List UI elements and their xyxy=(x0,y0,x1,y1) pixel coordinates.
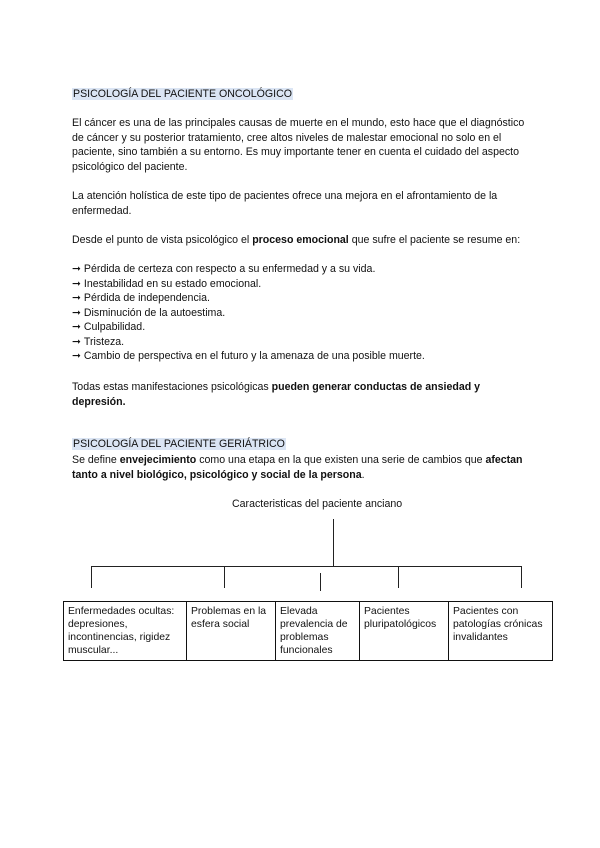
connector-branch xyxy=(91,566,92,588)
connector-bar xyxy=(91,566,522,567)
list-item: ➞ Culpabilidad. xyxy=(72,321,146,333)
list-item: ➞ Cambio de perspectiva en el futuro y la amenaza de una posible muerte. xyxy=(72,350,425,362)
arrow-icon: ➞ xyxy=(72,350,81,362)
connector-branch xyxy=(224,566,225,588)
paragraph-atencion-holistica: La atención holística de este tipo de pacientes ofrece una mejora en el afrontamiento de la enfermedad. xyxy=(72,190,498,217)
arrow-icon: ➞ xyxy=(72,277,81,290)
characteristic-box: Pacientes con patologías crónicas invalidantes xyxy=(453,606,543,643)
characteristic-box: Elevada prevalencia de problemas funcionales xyxy=(276,602,360,660)
list-item: ➞ Tristeza. xyxy=(72,335,125,348)
connector-branch xyxy=(521,566,522,588)
characteristic-box: Pacientes pluripatológicos xyxy=(360,602,449,660)
characteristic-box: Enfermedades ocultas: depresiones, incontinencias, rigidez muscular... xyxy=(64,602,187,660)
section-heading-oncologico: PSICOLOGÍA DEL PACIENTE ONCOLÓGICO xyxy=(73,88,292,100)
list-item: ➞ Pérdida de certeza con respecto a su enfermedad y a su vida. xyxy=(72,263,376,275)
section-heading-geriatrico: PSICOLOGÍA DEL PACIENTE GERIÁTRICO xyxy=(73,438,285,450)
characteristic-box: Problemas en la esfera social xyxy=(187,602,276,660)
list-item: ➞ Pérdida de independencia. xyxy=(72,292,210,304)
list-item: ➞ Inestabilidad en su estado emocional. xyxy=(72,277,262,290)
connector-branch xyxy=(320,573,321,591)
paragraph-proceso-emocional: Desde el punto de vista psicológico el proceso emocional que sufre el paciente se resume en: xyxy=(72,234,521,246)
list-item: ➞ Disminución de la autoestima. xyxy=(72,306,226,319)
arrow-icon: ➞ xyxy=(72,306,81,319)
paragraph-envejecimiento: Se define envejecimiento como una etapa en la que existen una serie de cambios que afectan tanto a nivel biológico, psicológico y social de la persona. xyxy=(72,454,523,481)
paragraph-cancer-intro: El cáncer es una de las principales causas de muerte en el mundo, esto hace que el diagnóstico de cáncer y su posterior tratamiento, cree altos niveles de malestar emocional no solo en el paciente, sino también a su entorno. Es muy importante tener en cuenta el cuidado del aspecto psicológico del paciente. xyxy=(72,117,525,173)
arrow-icon: ➞ xyxy=(72,263,81,275)
manifestaciones-list xyxy=(72,262,528,364)
arrow-icon: ➞ xyxy=(72,292,81,304)
paragraph-ansiedad-depresion: Todas estas manifestaciones psicológicas pueden generar conductas de ansiedad y depresión. xyxy=(72,381,481,408)
arrow-icon: ➞ xyxy=(72,335,81,348)
connector-trunk xyxy=(333,519,334,567)
arrow-icon: ➞ xyxy=(72,321,81,333)
diagram-title: Caracteristicas del paciente anciano xyxy=(232,498,403,510)
characteristics-boxes xyxy=(63,601,553,661)
connector-branch xyxy=(398,566,399,588)
